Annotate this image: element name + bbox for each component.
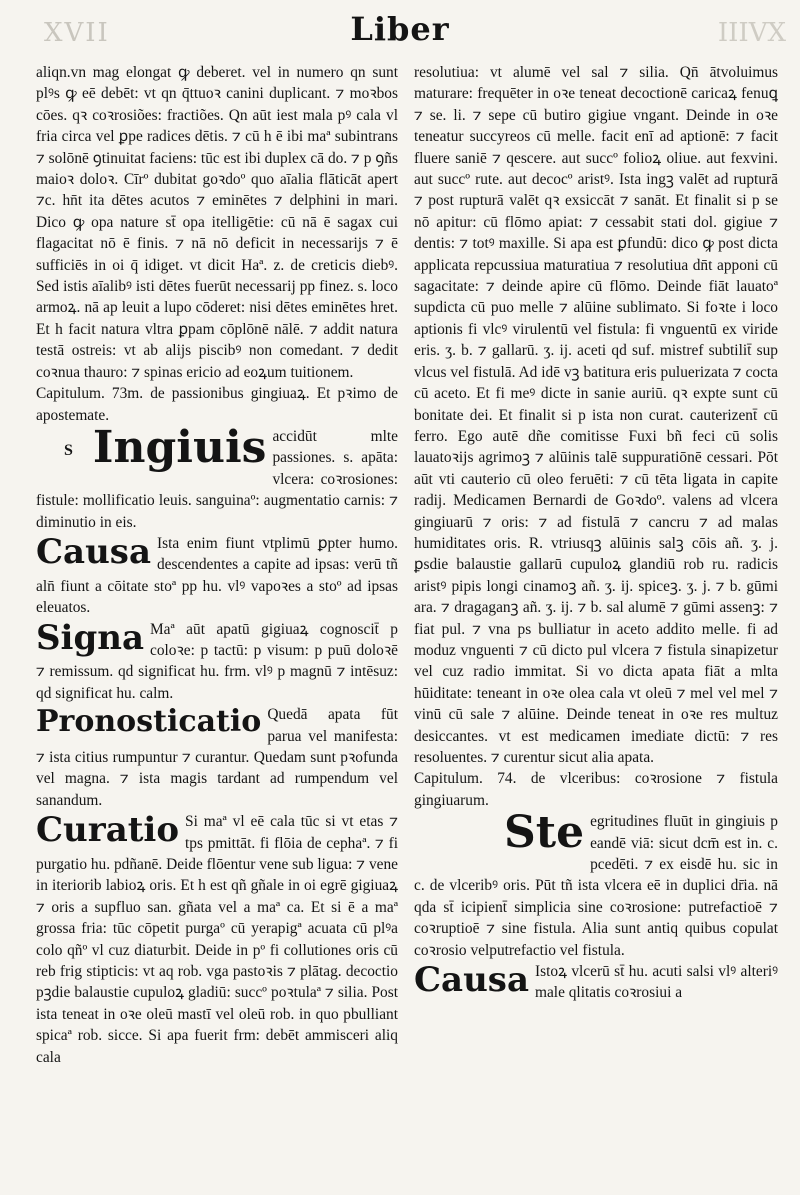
section-text: Si maª vl eē cala tūc si vt etas ⁊ tps pmittāt. fi flōia de cephaª. ⁊ fi purgatio hu. pdñanē. Deide flōentur vene sub ligua: ⁊ vene in iteriorib labioꝝ oris. Et h est qñ gñale in oi egrē gigiuaꝝ ⁊ oris a supfluo san. gñata vel a maª ca. Et si ē a maª grossa fria: tūc cōpetit purgaº cū yerapigª acuata cū plꝰa colo qñº vl cuz diaturbit. Deide in pº fi collutiones oris cū reb frig stipticis: vt aq rob. vga pastoꝛis ⁊ plātag. decoctio pꝫdie balaustie cupuloꝝ gladiū: succº poꝛtulaª ⁊ silia. Post ista teneat in oꝛe oleū mastī vel oleū rob. in quo pbulliant spicaª rob. sicce. Si apa fuerit frm: debēt ammisceri aliq cala <box>36 813 398 1066</box>
section-text: accidūt mlte passiones. s. apāta: vlcera: coꝛrosiones: fistule: mollificatio leuis. sanguinaº: augmentatio carnis: ⁊ diminutio in eis. <box>36 427 398 531</box>
section-heading: Pronosticatio <box>36 704 262 740</box>
section-causa <box>414 961 778 1004</box>
signature-letter: S <box>64 441 73 459</box>
section-heading: Causa <box>36 531 151 572</box>
section-ste <box>414 807 778 961</box>
section-causa <box>36 533 398 619</box>
decorated-initial: Ste <box>504 807 585 859</box>
section-text: egritudines fluūt in gingiuis p eandē viā: sicut dcm̄ est in. c. pcedēti. ⁊ ex eisdē hu. sic in c. de vlceribꝰ oris. Pūt tñ ista vlcera eē in duplici dr̄ia. nā qda st̄ icipient̄ simplicia sine coꝛrosione: putrefactioē ⁊ coꝛruptioē ⁊ sine fistula. Alia sunt antiq quibus copulat coꝛrosio velputrefactio vel fistula. <box>414 813 778 959</box>
chapter-heading: Capitulum. 73m. de passionibus gingiuaꝝ. Et pꝛimo de apostemate. <box>36 385 398 424</box>
decorated-initial: Ingiuis <box>92 421 267 473</box>
section-text: Ista enim fiunt vtplimū ꝑpter humo. descendentes a capite ad ipsas: verū tñ aln̄ fiunt a cōitate stoª pp hu. vlꝰ vapoꝛes a stoº ad ipsas eleuatos. <box>36 534 398 617</box>
chapter-heading: Capitulum. 74. de vlceribus: coꝛrosione ⁊ fistula gingiuarum. <box>414 770 778 809</box>
paragraph: resolutiua: vt alumē vel sal ⁊ silia. Qn̄ ātvoluimus maturare: frequēter in oꝛe teneat decoctionē caricaꝝ fenuꝗ ⁊ se. li. ⁊ sepe cū butiro gigiue vngant. Deinde in oꝛe teneatur succyreos cū melle. facit enī ad aptionē: ⁊ facit fluere saniē ⁊ qescere. aut succº folioꝝ oliue. aut fexvini. aut succº rute. aut decocº aristꝰ. Ista ingꝫ valēt ad rupturā ⁊ post rupturā valēt qꝛ exsiccāt ⁊ sanāt. Et finalit si p se nō apitur: cū flōmo apiat: ⁊ cessabit stati dol. gigiue ⁊ dentis: ⁊ totꝰ maxille. Si apa est ꝑfundū: dico ꝙ post dicta applicata repcussiua maturatiua ⁊ resolutiua dn̄t apponi cū sagacitate: ⁊ deinde apire cū flōmo. Deinde fiāt lauatoª supdicta cū puo melle ⁊ alūine sublimato. Si foꝛte i loco aptionis fi vlcꝰ virulentū vel fistula: fi vnguentū ex viride eris. ʒ. b. ⁊ gallarū. ʒ. ij. aceti qd suf. mistref subtilit̄ sup vlcus vel fistulā. Ad idē vꝫ batitura eris puluerizata ⁊ cocta cū aceto. Et fi meꝰ dicte in sanie auriū. qꝛ expte sunt cū bonitate dei. Et finalit si p ista non curat. cauterizent̄ cū ferro. Ego autē dñe comitisse Fuxi bñ feci cū solis lauatoꝛijs agrimoꝫ ⁊ alūinis talē suppuratiōnē cessari. Pōt aūt vti cauterio cū oleo feruēti: ⁊ cū tēta ligata in capite radij. Medicamen Bernardi de Goꝛdoº. valens ad vlcera gingiuarū ⁊ oris: ⁊ ad fistulā ⁊ cancru ⁊ ad malas humiditates oris. R. vtriusqꝫ alūinis salꝫ cōis añ. ʒ. j. ꝑsdie balaustie gallarū cupuloꝝ glandiū rob ru. radicis aristꝰ pipis longi cinamoꝫ añ. ʒ. ij. spiceꝫ. ʒ. j. ⁊ b. gūmi ara. ⁊ dragaganꝫ añ. ʒ. ij. ⁊ b. sal alumē ⁊ gūmi assenꝫ: ⁊ fiat pul. ⁊ vna ps bulliatur in aceto addito melle. fi ad moduz vnguenti ⁊ cū dicto pul vlcera ⁊ fistula sinapizetur vel cuz radio immitat. Si vo dicta apata fiāt a mlta hūiditate: teneant in oꝛe olea cala vt oleū ⁊ mel vel mel ⁊ vinū cū sale ⁊ alūine. Deinde teneat in oꝛe res multuz desiccantes. vt est medicamen imediate dictū: ⁊ res resoluentes. ⁊ curentur sicut alia apata. <box>414 64 778 766</box>
section-signa <box>36 619 398 705</box>
section-text: Istoꝝ vlcerū st̄ hu. acuti salsi vlꝰ alteriꝰ male qlitatis coꝛrosiui a <box>534 963 778 1002</box>
column-gutter <box>405 62 406 1172</box>
right-column <box>414 62 778 1182</box>
running-head: Liber <box>350 10 450 48</box>
section-curatio <box>36 811 398 1068</box>
bleed-through-mark: IIIVX <box>717 18 786 48</box>
section-text: Quedā apata fūt parua vel manifesta: ⁊ ista citius rumpuntur ⁊ curantur. Quedam sunt pꝛofunda vel magna. ⁊ ista magis tardant ad rumpendum vel sanandum. <box>36 706 398 809</box>
section-text: Maª aūt apatū gigiuaꝝ cognoscit̄ p coloꝛe: p tactū: p visum: p puū doloꝛē ⁊ remissum. qd significat hu. frm. vlꝰ p magnū ⁊ intēsuz: qd significat hu. calm. <box>36 620 398 702</box>
section-heading: Causa <box>414 960 529 1001</box>
section-ingiuis <box>36 421 398 533</box>
section-heading: Signa <box>36 617 144 658</box>
section-heading: Curatio <box>36 810 180 851</box>
paragraph: aliqn.vn mag elongat ꝙ deberet. vel in numero qn sunt plꝰs ꝙ eē debēt: vt qn q̄ttuoꝛ canini duplicant. ⁊ moꝛbos cōes. qꝛ coꝛrosiões: fractiões. Qn aūt iest mala pꝰ cala vl fria circa vel ꝑpe radices dētis. ⁊ cū h ē ibi maª subintrans ⁊ solōnē ꝯtinuitat faciens: tūc est ibi duplex cā do. ⁊ p ꝯñs maioꝛ doloꝛ. Cīrº dubitat goꝛdoº quo aīalia flāticāt apert ⁊c. hn̄t ita dētes acutos ⁊ eminētes ⁊ delphini in mari. Dico ꝙ opa nature st̄ opa itelligētie: cū nā ē sagax cui flagacitat nō ē finis. ⁊ nā nō deficit in necessarijs ⁊ ē sufficiēs in oi q̄ idiget. vt dicit Haª. z. de creticis diebꝰ. Sed istis aīalibꝰ isti dētes fuerūt necessarij pp finez. s. loco armoꝝ. nā ap leuit a lupo cōderet: nisi dētes eminētes hret. Et h facit natura vltra ꝑpam cōplōnē nālē. ⁊ addit natura testā ostreis: vt ab alijs piscibꝰ non comedant. ⁊ dedit coꝛnua thauro: ⁊ spinas ericio ad eoꝝum tuitionem. <box>36 64 398 381</box>
left-column <box>36 62 398 1182</box>
section-pronosticatio <box>36 704 398 811</box>
bleed-through-folio: XVII <box>44 18 110 48</box>
